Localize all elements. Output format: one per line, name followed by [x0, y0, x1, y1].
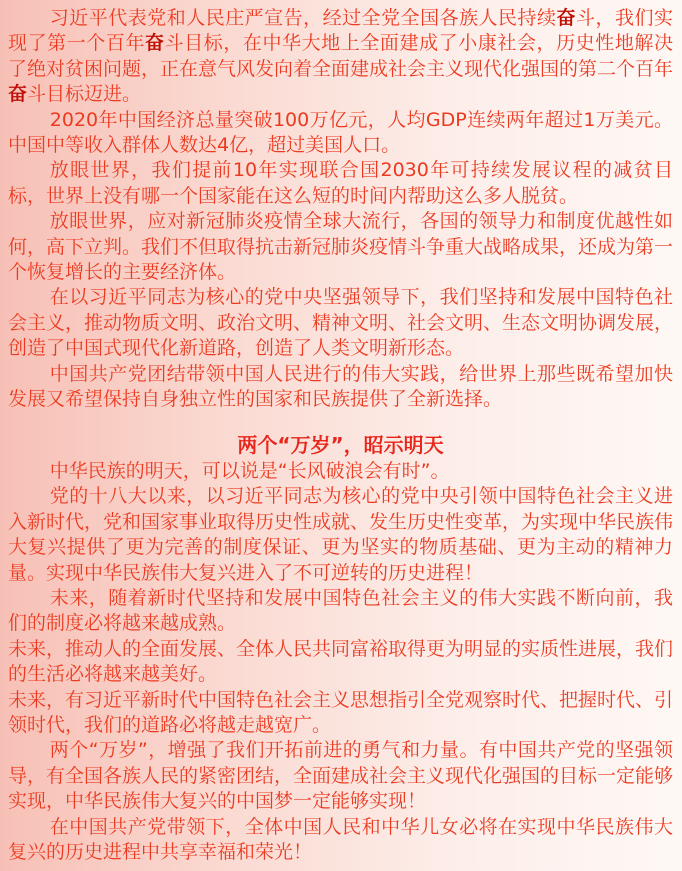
paragraph: 两个“万岁”，增强了我们开拓前进的勇气和力量。有中国共产党的坚强领导，有全国各族人民的紧密团结，全面建成社会主义现代化强国的目标一定能够实现，中华民族伟大复兴的中国梦一定能够实现！ [8, 739, 674, 813]
paragraph: 放眼世界，我们提前10年实现联合国2030年可持续发展议程的减贫目标，世界上没有哪一个国家能在这么短的时间内帮助这么多人脱贫。 [8, 159, 673, 207]
emphasized-char: 奋 [556, 7, 577, 29]
section-heading: 两个“万岁”，昭示明天 [237, 432, 444, 457]
paragraph: 中华民族的明天，可以说是“长风破浪会有时”。 [49, 459, 450, 482]
paragraph: 未来，推动人的全面发展、全体人民共同富裕取得更为明显的实质性进展，我们的生活必将越来越美好。 [8, 637, 674, 686]
paragraph: 2020年中国经济总量突破100万亿元，人均GDP连续两年超过1万美元。中国中等收入群体人数达4亿，超过美国人口。 [8, 108, 673, 157]
paragraph: 未来，有习近平新时代中国特色社会主义思想指引全党观察时代、把握时代、引领时代，我们的道路必将越走越宽广。 [8, 688, 674, 736]
paragraph: 放眼世界，应对新冠肺炎疫情全球大流行，各国的领导力和制度优越性如何，高下立判。我们不但取得抗击新冠肺炎疫情斗争重大战略成果，还成为第一个恢复增长的主要经济体。 [8, 210, 674, 284]
paragraph: 习近平代表党和人民庄严宣告，经过全党全国各族人民持续奋斗，我们实现了第一个百年奋斗目标，在中华大地上全面建成了小康社会，历史性地解决了绝对贫困问题，正在意气风发向着全面建成社会主义现代化强国的第二个百年奋斗目标迈进。 [8, 7, 674, 106]
emphasized-char: 奋 [8, 83, 28, 106]
paragraph: 党的十八大以来，以习近平同志为核心的党中央引领中国特色社会主义进入新时代，党和国家事业取得历史性成就、发生历史性变革，为实现中华民族伟大复兴提供了更为完善的制度保证、更为坚实的物质基础、更为主动的精神力量。实现中华民族伟大复兴进入了不可逆转的历史进程！ [8, 485, 674, 584]
emphasized-char: 奋 [145, 32, 165, 55]
paragraph: 中国共产党团结带领中国人民进行的伟大实践，给世界上那些既希望加快发展又希望保持自身独立性的国家和民族提供了全新选择。 [8, 362, 673, 411]
paragraph: 在中国共产党带领下，全体中国人民和中华儿女必将在实现中华民族伟大复兴的历史进程中共享幸福和荣光！ [8, 815, 673, 863]
paragraph: 在以习近平同志为核心的党中央坚强领导下，我们坚持和发展中国特色社会主义，推动物质文明、政治文明、精神文明、社会文明、生态文明协调发展，创造了中国式现代化新道路，创造了人类文明新形态。 [8, 286, 674, 360]
paragraph: 未来，随着新时代坚持和发展中国特色社会主义的伟大实践不断向前，我们的制度必将越来越成熟。 [8, 586, 673, 635]
